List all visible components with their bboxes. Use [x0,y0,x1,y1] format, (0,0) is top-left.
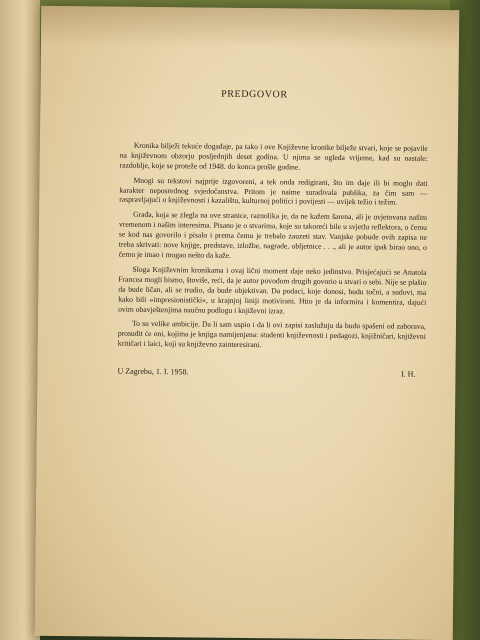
paragraph-5: To su velike ambicije. Da li sam uspio i da li ovi zapisi zaslužuju da budu spašeni od zaborava, prosudit će oni, kojima je knjiga namijenjena: studenti književnosti i pedagozi, knjižničari, književni kritičari i laici, koji su književno zainteresirani. [117,319,427,350]
page-title: PREDGOVOR [221,88,288,101]
page-text [117,89,428,380]
place-date: U Zagrebu, 1. I. 1958. [117,366,189,377]
book-page [35,6,460,640]
paragraph-1: Kronika bilježi tekuće događaje, pa tako i ove Književne kronike bilježe stvari, koje se pojavile na književnom obzorju posljednjih deset godina. U njima se ogleda vrijeme, kad su nastale: razdoblje, koje se proteže od 1948. do konca prošle godine. [119,140,428,172]
author-initials: I. H. [400,369,416,379]
paragraph-2: Mnogi su tekstovi najprije izgovoreni, a tek onda redigirani, što im daje ili bi moglo dati karakter neposrednog svjedočanstva. Pritom je naime suradivala publika, za čim sam — raspravljajući o književnosti i kazalištu, kulturnoj politici i povijesti — uvijek težio i težim. [119,175,428,208]
signature-line [117,367,425,380]
book-spine-edge [0,0,40,640]
paragraph-3: Građa, koja se zlegla na ove stranice, raznolika je, da ne kažem šarena, ali je uvjetovana našim vremenom i našim interesima. Pisano je o stvarima, koje su takoreći bile u svjetlu reflektora, o čemu se kod nas govorilo i pisalo i prema čemu je trebalo zauzeti stav. Vanjske pobude ovih zapisa ne treba skrivati: nove knjige, predstave, izložbe, nagrade, obljetnice . . ., ali je autor ipak birao ono, o čemu je imao i mogao nešto da kaže. [118,210,428,260]
paragraph-4: Sloga Književnim kronikama i ovaj lični moment daje neko jedinstvo. Prisjećajući se Anatola Francea mogli bismo, štoviše, reći, da je autor povodom drugih govorio u stvari o sebi. Nije se plašio da bude ličan, ali se trudio, da bude objektivan. Da podaci, koje donosi, budu točni, a sudovi, ma kako bili »impresionistički«, u krajnjoj liniji motivirani. Htio je da informira i komentira, dajući ovim obavještenjima naučnu podlogu i književni izraz. [118,264,427,315]
page-shadow [41,6,459,50]
